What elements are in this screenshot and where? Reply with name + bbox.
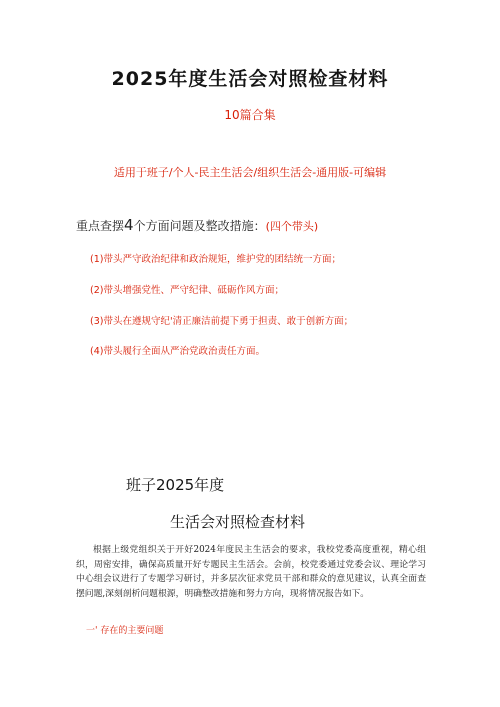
body-paragraph: 根据上级党组织关于开好2024年度民主生活会的要求，我校党委高度重视，精心组织，周密安排，确保高质量开好专题民主生活会。会前，校党委通过党委会议、理论学习中心组会议进行了专题学习研讨，并多层次征求党员干部和群众的意见建议，认真全面查摆问题,深刻剖析问题根源，明确整改措施和努力方向，现将情况报告如下。 bbox=[76, 545, 426, 599]
scope-line: 适用于班子/个人-民主生活会/组织生活会-通用版-可编辑 bbox=[113, 166, 387, 179]
section-heading: 一' 存在的主要问题 bbox=[86, 626, 164, 636]
list-item: (2)带头增强党性、严守纪律、砥砺作风方面； bbox=[90, 285, 284, 296]
list-item: (4)带头履行全面从严治党政治责任方面。 bbox=[90, 346, 265, 357]
list-item: (1)带头严守政治纪律和政治规矩，维护党的团结统一方面； bbox=[90, 254, 341, 265]
section-lead-text: 重点查摆 bbox=[76, 219, 125, 233]
list-item: (3)带头在遵规守纪'清正廉洁前提下勇于担责、敢于创新方面； bbox=[90, 316, 354, 327]
part-title-line2: 生活会对照检查材料 bbox=[170, 513, 306, 531]
part-title-line1: 班子2025年度 bbox=[126, 476, 225, 494]
section-lead-number: 4 bbox=[124, 216, 134, 234]
document-subtitle: 10篇合集 bbox=[224, 108, 276, 122]
section-lead-text-after: 个方面问题及整改措施： bbox=[133, 219, 266, 233]
section-lead-note: (四个带头) bbox=[265, 220, 319, 233]
document-title: 2025年度生活会对照检查材料 bbox=[111, 68, 389, 90]
section-lead bbox=[76, 216, 318, 234]
